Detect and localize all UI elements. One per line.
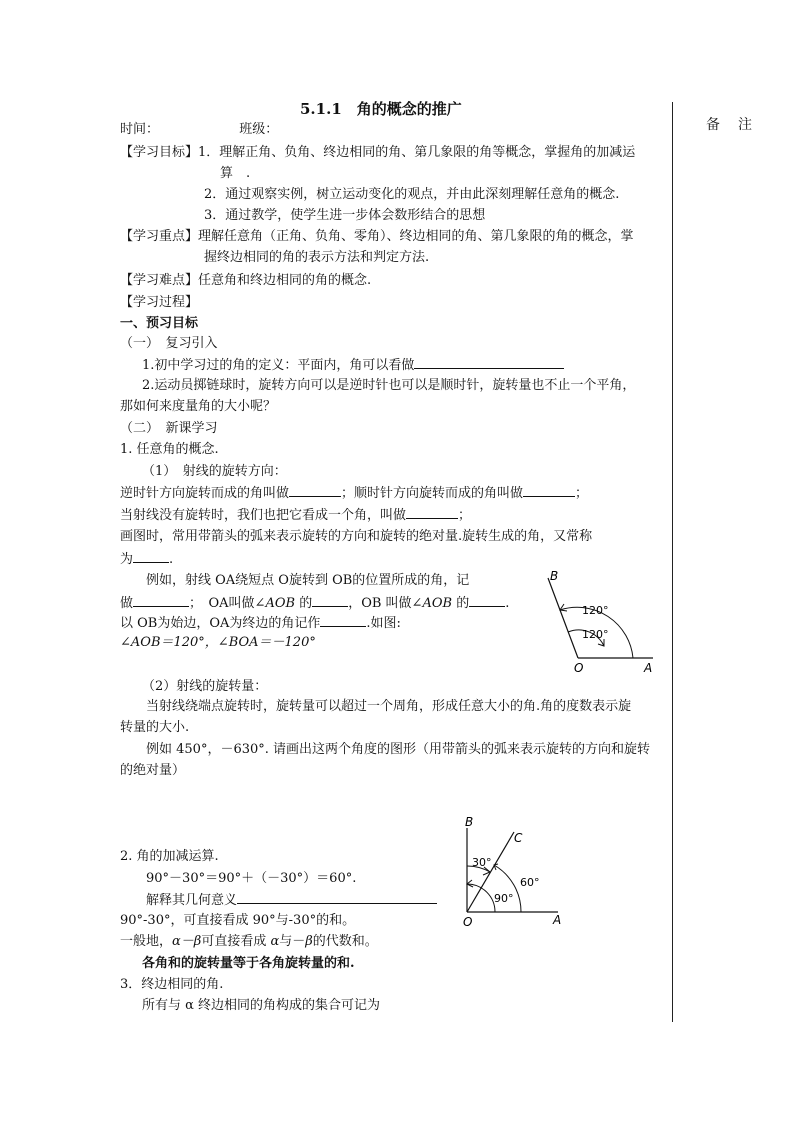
amount-line-4: 的绝对量）	[120, 763, 186, 778]
label-30: 30°	[472, 856, 492, 869]
difficulty-line: 【学习难点】任意角和终边相同的角的概念.	[120, 273, 372, 288]
amount-line-1: 当射线绕端点旋转时，旋转量可以超过一个周角，形成任意大小的角.角的度数表示旋	[146, 699, 632, 714]
sub-review: （一） 复习引入	[120, 336, 218, 351]
remark-label: 备注	[706, 117, 770, 133]
label-b: B	[465, 815, 474, 829]
example-line-3: 以 OB为始边，OA为终边的角记作 .如图:	[120, 616, 401, 631]
goals-line-1: 【学习目标】1．理解正角、负角、终边相同的角、第几象限的角等概念，掌握角的加减运	[120, 145, 636, 160]
goals-line-3: 3．通过教学，使学生进一步体会数形结合的思想	[204, 208, 486, 223]
amount-line-3: 例如 450°，－630°. 请画出这两个角度的图形（用带箭头的弧来表示旋转的方向和旋转	[146, 742, 651, 757]
arbitrary-angle-title: 1. 任意角的概念.	[120, 442, 219, 457]
direction-line-1: 逆时针方向旋转而成的角叫做 ；顺时针方向旋转而成的角叫做 ；	[120, 486, 589, 501]
label-b: B	[550, 569, 559, 583]
add-line-4: 一般地，α－β可直接看成 α与－β的代数和。	[120, 934, 378, 949]
arc-90	[467, 884, 495, 912]
label-60: 60°	[520, 876, 540, 889]
arrowhead-90	[467, 880, 473, 887]
label-90: 90°	[494, 892, 514, 905]
label-o: O	[574, 661, 584, 675]
keypoints-line-1: 【学习重点】理解任意角（正角、负角、零角）、终边相同的角、第几象限的角的概念，掌	[120, 229, 634, 244]
goals-line-2: 2．通过观察实例，树立运动变化的观点，并由此深刻理解任意角的概念.	[204, 187, 620, 202]
keypoints-line-2: 握终边相同的角的表示方法和判定方法.	[204, 250, 430, 265]
sub-newlesson: （二） 新课学习	[120, 421, 218, 436]
direction-line-4: 为 .	[120, 552, 174, 567]
direction-line-2: 当射线没有旋转时，我们也把它看成一个角，叫做 ；	[120, 508, 472, 523]
label-120-top: 120°	[582, 604, 609, 617]
review-line-2: 2.运动员掷链球时，旋转方向可以是逆时针也可以是顺时针，旋转量也不止一个平角，	[142, 378, 636, 393]
margin-divider	[672, 102, 673, 1022]
header-row	[120, 121, 278, 138]
direction-line-3: 画图时，常用带箭头的弧来表示旋转的方向和旋转的绝对量.旋转生成的角，又常称	[120, 529, 593, 544]
process-label: 【学习过程】	[120, 295, 199, 310]
class-label: 班级：	[239, 122, 279, 137]
time-label: 时间：	[120, 122, 160, 137]
angle-figure-addition	[452, 814, 572, 930]
goals-line-1b: 算 .	[220, 166, 251, 181]
example-line-2: 做 ； OA叫做∠AOB 的 ，OB 叫做∠AOB 的 .	[120, 596, 510, 611]
direction-title: （1） 射线的旋转方向：	[142, 464, 287, 479]
add-line-5: 各角和的旋转量等于各角旋转量的和.	[142, 956, 355, 971]
amount-line-2: 转量的大小.	[120, 720, 190, 735]
add-title: 2. 角的加减运算.	[120, 849, 219, 864]
add-line-2: 解释其几何意义	[146, 891, 437, 909]
add-line-1: 90°－30°＝90°＋（－30°）＝60°.	[146, 871, 357, 886]
label-120-bottom: 120°	[582, 628, 609, 641]
example-line-4: ∠AOB＝120°，∠BOA＝－120°	[120, 635, 316, 650]
amount-title: （2）射线的旋转量：	[142, 679, 268, 694]
label-o: O	[463, 915, 473, 929]
arrowhead-ccw	[560, 604, 567, 611]
angle-figure-120	[538, 566, 664, 676]
add-line-3: 90°-30°，可直接看成 90°与-30°的和。	[120, 913, 356, 928]
review-line-3: 那如何来度量角的大小呢？	[120, 399, 277, 414]
blank	[414, 356, 564, 369]
page-title: 5.1.1 角的概念的推广	[300, 100, 462, 118]
label-a: A	[644, 661, 653, 675]
terminal-title: 3．终边相同的角.	[120, 977, 224, 992]
keypoints-label: 【学习重点】	[120, 229, 199, 244]
label-a: A	[553, 913, 562, 927]
section-preview: 一、预习目标	[120, 316, 199, 331]
terminal-line-1: 所有与 α 终边相同的角构成的集合可记为	[142, 998, 381, 1013]
example-line-1: 例如，射线 OA绕短点 O旋转到 OB的位置所成的角，记	[146, 573, 470, 588]
ray-ob	[548, 578, 578, 658]
review-line-1: 1.初中学习过的角的定义：平面内，角可以看做	[142, 356, 564, 374]
goals-label: 【学习目标】	[120, 145, 199, 160]
label-c: C	[514, 831, 523, 845]
difficulty-label: 【学习难点】	[120, 273, 199, 288]
